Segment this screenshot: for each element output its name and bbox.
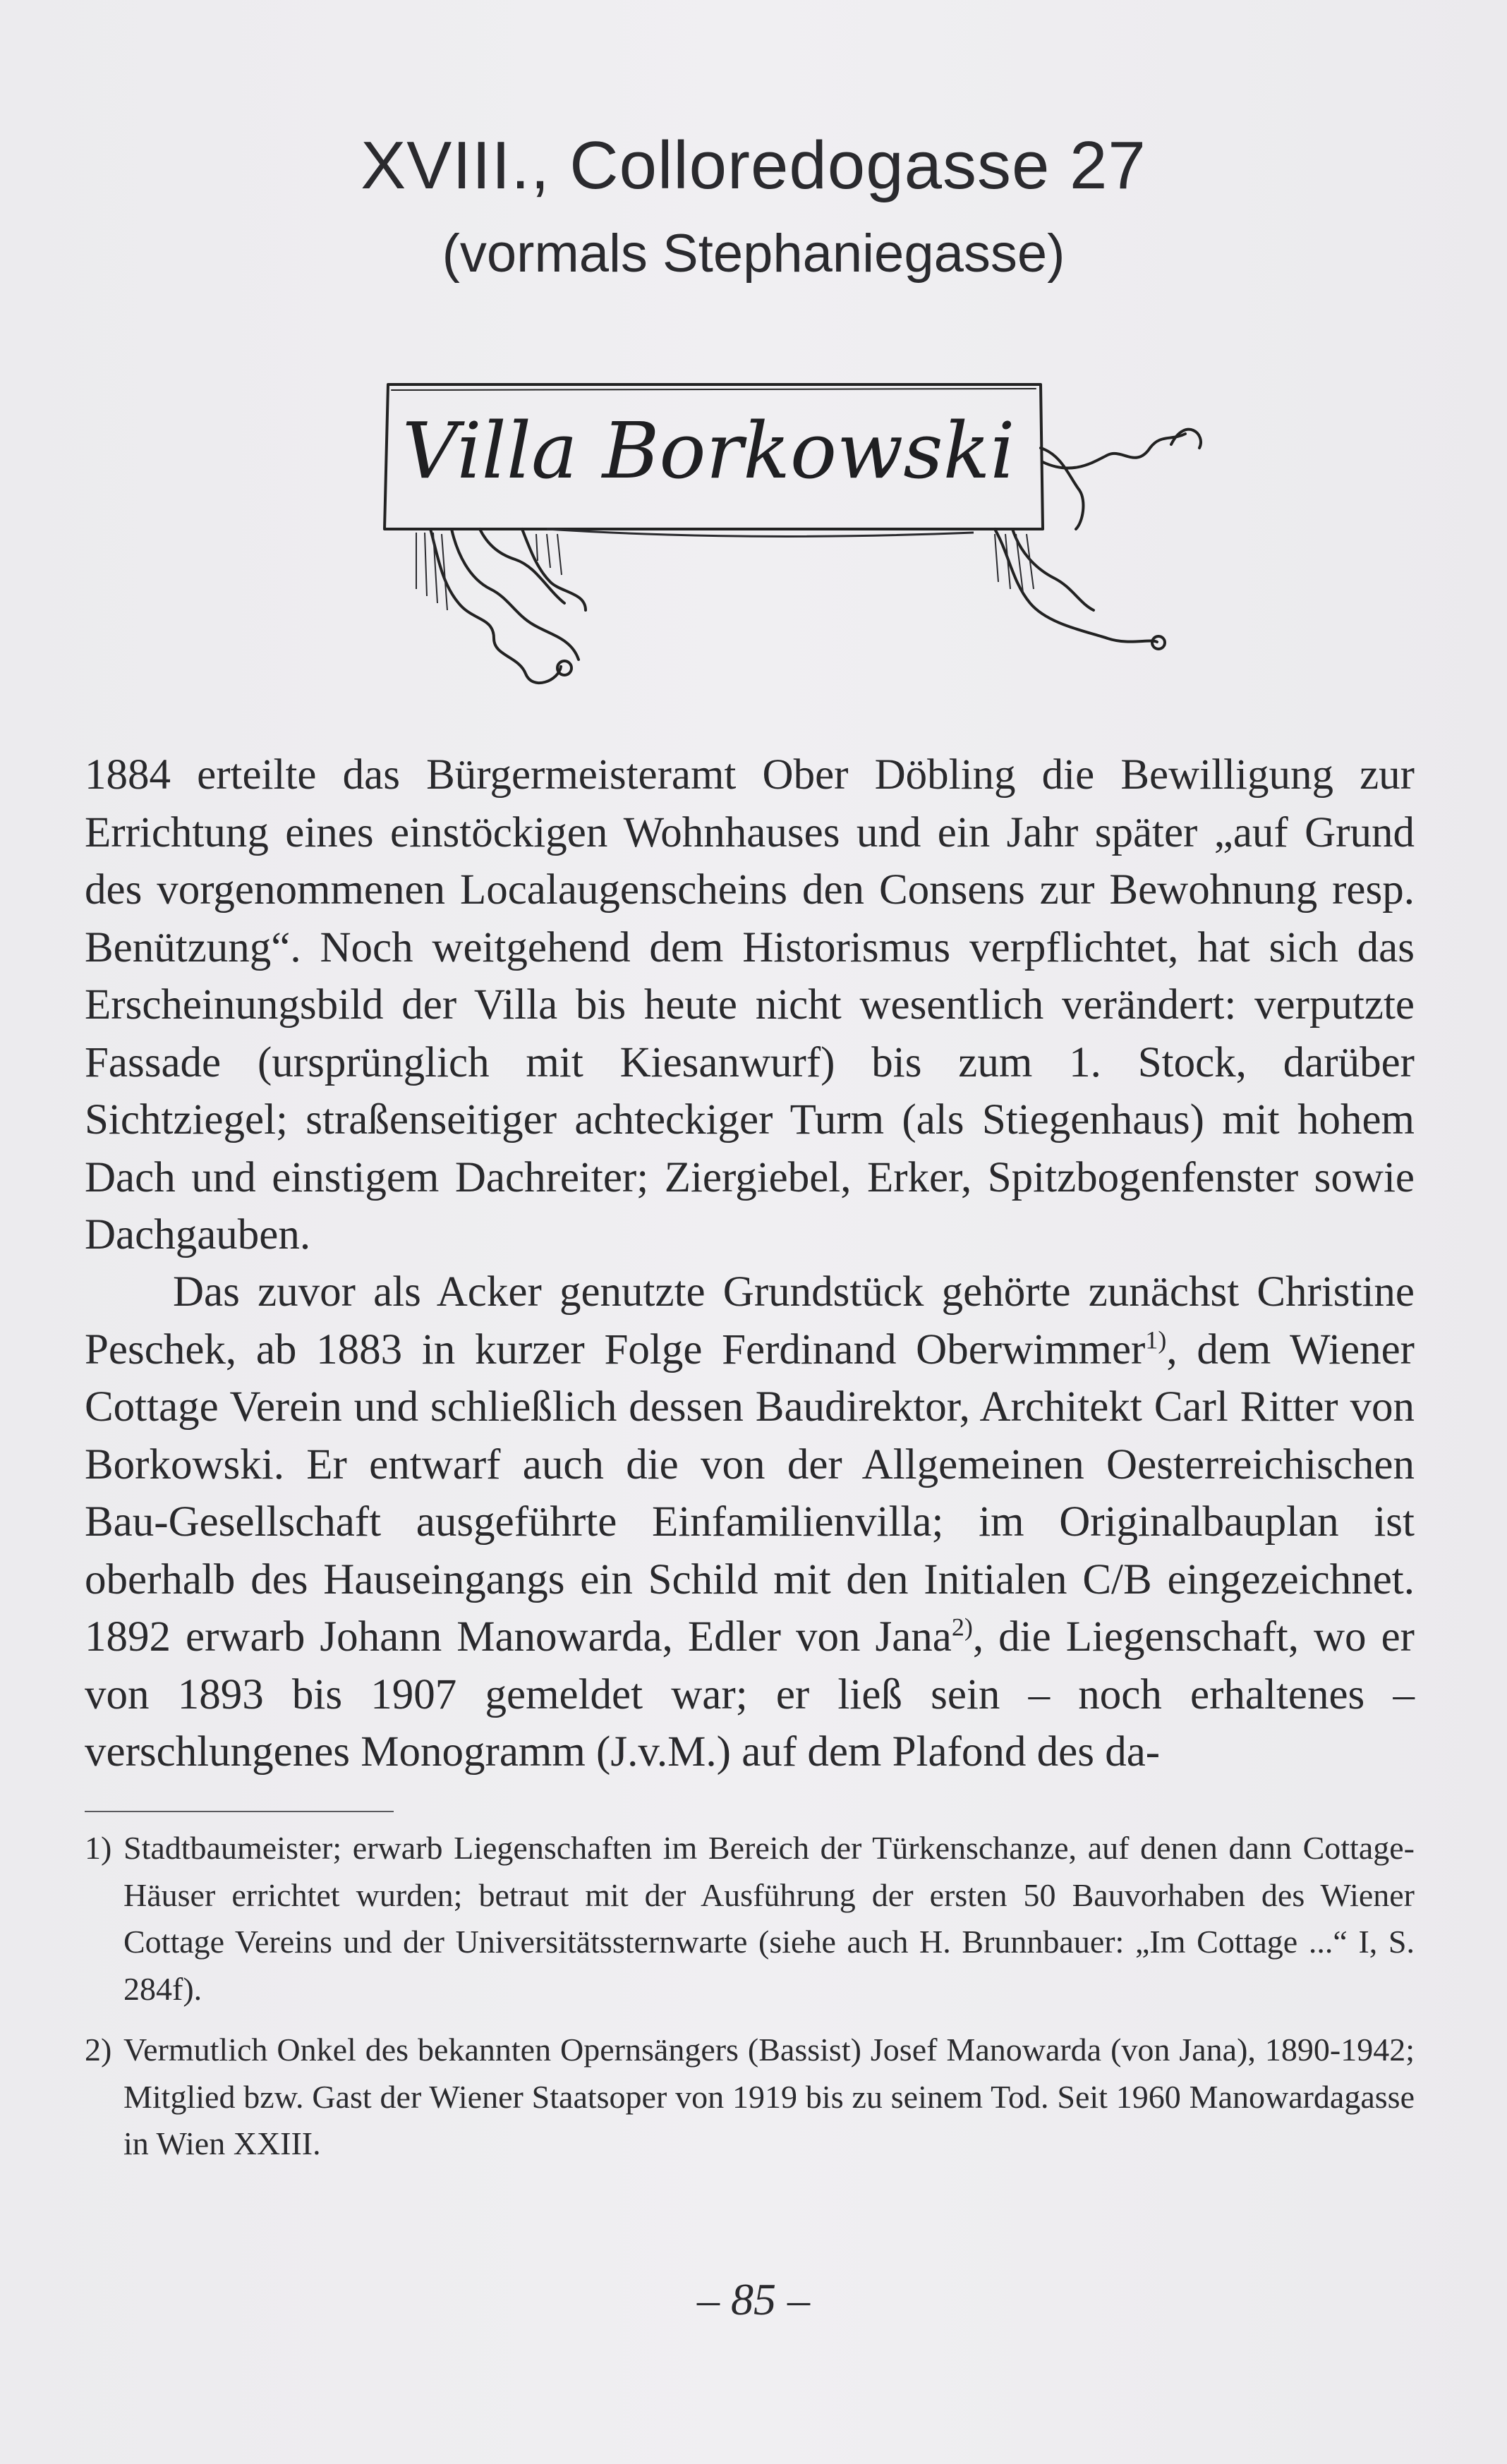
footnote-ref-2: 2) xyxy=(951,1613,973,1641)
footnote-2-number: 2) xyxy=(85,2032,112,2068)
page-title: XVIII., Colloredogasse 27 xyxy=(361,128,1146,203)
footnote-1 xyxy=(85,1825,1415,2013)
footnote-1-text: Stadtbaumeister; erwarb Liegenschaften im Bereich der Türkenschanze, auf denen dann Cottage-Häuser errichtet wurden; betraut mit der Ausführung der ersten 50 Bauvorhaben des Wiener Cottage Vereins und der Universitätssternwarte (siehe auch H. Brunnbauer: „Im Cottage ...“ I, S. 284f). xyxy=(123,1830,1415,2007)
paragraph-2-part-3: , die Liegenschaft, wo er von 1893 bis 1907 gemeldet war; er ließ sein – noch erhaltenes – verschlungenes Monogramm (J.v.M.) auf dem Plafond des da- xyxy=(85,1613,1415,1776)
villa-name-lettering: Villa Borkowski xyxy=(402,406,1015,496)
footnote-ref-1: 1) xyxy=(1145,1325,1167,1354)
paragraph-2-part-2: , dem Wiener Cottage Verein und schließlich dessen Baudirektor, Architekt Carl Ritter von Borkowski. Er entwarf auch die von der Allgemeinen Oesterreichischen Bau-Gesellschaft ausgeführte Einfamilienvilla; im Originalbauplan ist oberhalb des Hauseingangs ein Schild mit den Initialen C/B eingezeichnet. 1892 erwarb Johann Manowarda, Edler von Jana xyxy=(85,1325,1415,1661)
footnote-divider xyxy=(85,1811,394,1812)
page-number: – 85 – xyxy=(697,2274,810,2324)
page-subtitle: (vormals Stephaniegasse) xyxy=(442,224,1065,284)
paragraph-2 xyxy=(85,1263,1415,1781)
footnote-1-number: 1) xyxy=(85,1830,112,1866)
paragraph-2-part-1: Das zuvor als Acker genutzte Grundstück gehörte zunächst Christine Peschek, ab 1883 in kurzer Folge Ferdinand Oberwimmer xyxy=(85,1268,1415,1373)
paragraph-1: 1884 erteilte das Bürgermeisteramt Ober Döbling die Bewilligung zur Errichtung eines einstöckigen Wohnhauses und ein Jahr später „auf Grund des vorgenommenen Localaugenscheins den Consens zur Bewohnung resp. Benützung“. Noch weitgehend dem Historismus verpflichtet, hat sich das Erscheinungsbild der Villa bis heute nicht wesentlich verändert: verputzte Fassade (ursprünglich mit Kiesanwurf) bis zum 1. Stock, darüber Sichtziegel; straßenseitiger achteckiger Turm (als Stiegenhaus) mit hohem Dach und einstigem Dachreiter; Ziergiebel, Erker, Spitzbogenfenster sowie Dachgauben. xyxy=(85,751,1415,1258)
villa-banner-illustration xyxy=(374,377,1214,709)
footnote-2-text: Vermutlich Onkel des bekannten Opernsängers (Bassist) Josef Manowarda (von Jana), 1890-1942; Mitglied bzw. Gast der Wiener Staatsoper von 1919 bis zu seinem Tod. Seit 1960 Manowardagasse in Wien XXIII. xyxy=(123,2032,1415,2161)
footnote-2 xyxy=(85,2027,1415,2168)
